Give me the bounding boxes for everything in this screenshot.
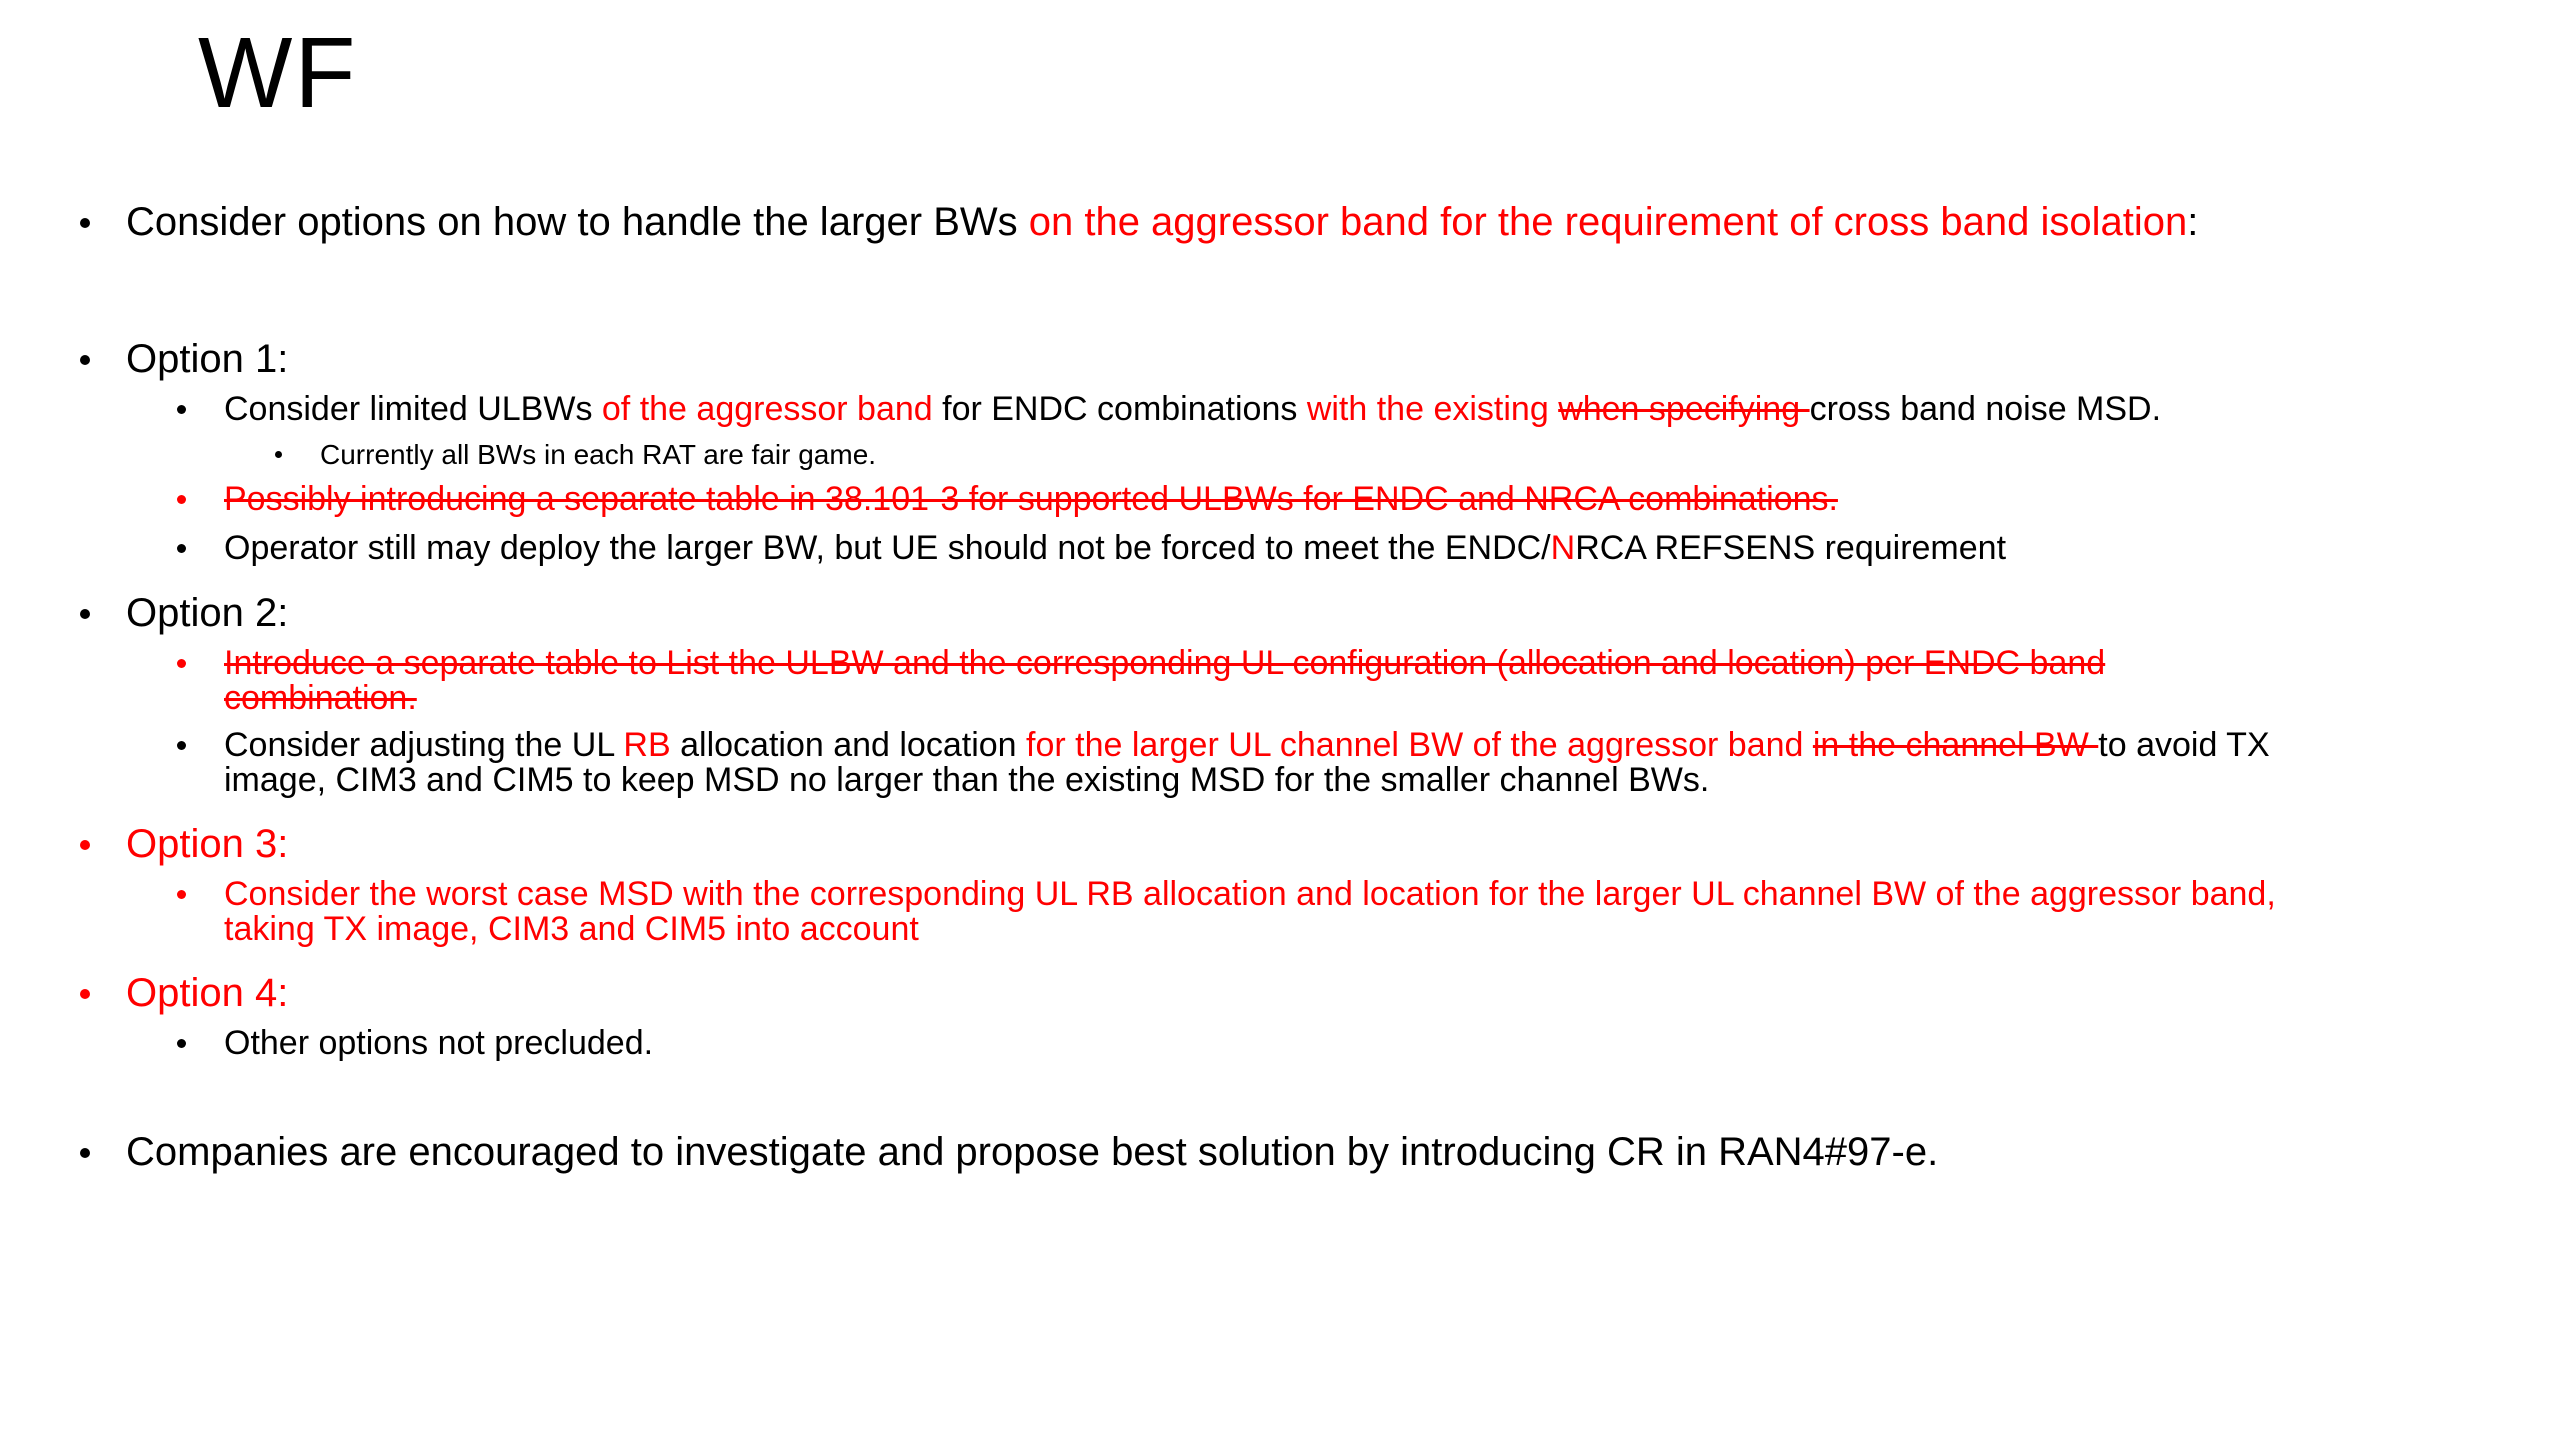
consider-text-c: : bbox=[2187, 200, 2199, 244]
option2-sub1-line1-struck: Introduce a separate table to List the ULBW and the corresponding UL configuration (allocation and location) per ENDC band bbox=[224, 644, 2106, 682]
option2-sub2-a: Consider adjusting the UL bbox=[224, 726, 624, 764]
option2-sub1-line2-struck: combination. bbox=[224, 679, 417, 717]
slide-title: WF bbox=[198, 17, 358, 129]
option2-sub2-c: allocation and location bbox=[670, 726, 1027, 764]
option1-label: Option 1: bbox=[126, 337, 289, 381]
option2-sub2-line1 bbox=[224, 727, 2270, 763]
bullet-option1-sub2 bbox=[177, 495, 186, 504]
option1-sub1-f: cross band noise MSD. bbox=[1809, 390, 2162, 428]
option1-sub1-c: for ENDC combinations bbox=[932, 390, 1307, 428]
option1-sub1-a: Consider limited ULBWs bbox=[224, 390, 602, 428]
option2-sub2-line2: image, CIM3 and CIM5 to keep MSD no larger than the existing MSD for the smaller channel BWs. bbox=[224, 761, 1710, 799]
bullet-option2-sub2 bbox=[177, 741, 186, 750]
bullet-option2 bbox=[80, 609, 90, 619]
option1-sub1-b: of the aggressor band bbox=[601, 390, 933, 428]
option4-label: Option 4: bbox=[126, 971, 289, 1015]
option1-sub3-c: RCA REFSENS requirement bbox=[1575, 529, 2007, 567]
bullet-option4 bbox=[80, 989, 90, 999]
option1-sub1-d: with the existing bbox=[1306, 390, 1559, 428]
option1-sub3-b: N bbox=[1550, 529, 1576, 567]
option1-sub1-1: Currently all BWs in each RAT are fair game. bbox=[320, 439, 877, 470]
bullet-option1 bbox=[80, 355, 90, 365]
bullet-option1-sub1 bbox=[177, 405, 186, 414]
option1-sub1 bbox=[224, 391, 2161, 427]
option4-sub1: Other options not precluded. bbox=[224, 1024, 654, 1062]
bullet-option2-sub1 bbox=[177, 659, 186, 668]
option2-sub2-d: for the larger UL channel BW of the aggressor band bbox=[1026, 726, 1813, 764]
bullet-option3 bbox=[80, 840, 90, 850]
bullet-option4-sub1 bbox=[177, 1039, 186, 1048]
consider-options-line bbox=[126, 198, 2198, 246]
option3-sub1-line2: taking TX image, CIM3 and CIM5 into account bbox=[224, 910, 919, 948]
bullet-companies bbox=[80, 1148, 90, 1158]
consider-text-a: Consider options on how to handle the larger BWs bbox=[126, 200, 1029, 244]
option1-sub1-e-struck: when specifying bbox=[1558, 390, 1810, 428]
bullet-option3-sub1 bbox=[177, 890, 186, 899]
option2-sub2-b: RB bbox=[623, 726, 671, 764]
consider-text-b: on the aggressor band for the requirement of cross band isolation bbox=[1028, 200, 2188, 244]
option1-sub2-struck: Possibly introducing a separate table in 38.101-3 for supported ULBWs for ENDC and NRCA combinations. bbox=[224, 480, 1838, 518]
bullet-option1-sub3 bbox=[177, 544, 186, 553]
bullet-consider bbox=[80, 218, 90, 228]
option1-sub3-a: Operator still may deploy the larger BW, but UE should not be forced to meet the ENDC/ bbox=[224, 529, 1551, 567]
option2-sub2-f: to avoid TX bbox=[2098, 726, 2270, 764]
option2-sub2-e-struck: in the channel BW bbox=[1812, 726, 2099, 764]
option3-label: Option 3: bbox=[126, 822, 289, 866]
option1-sub3 bbox=[224, 530, 2006, 566]
option2-label: Option 2: bbox=[126, 591, 289, 635]
option3-sub1-line1: Consider the worst case MSD with the corresponding UL RB allocation and location for the larger UL channel BW of the aggressor band, bbox=[224, 875, 2276, 913]
bullet-option1-sub1-1 bbox=[275, 451, 282, 458]
companies-line: Companies are encouraged to investigate and propose best solution by introducing CR in RAN4#97-e. bbox=[126, 1130, 1939, 1174]
